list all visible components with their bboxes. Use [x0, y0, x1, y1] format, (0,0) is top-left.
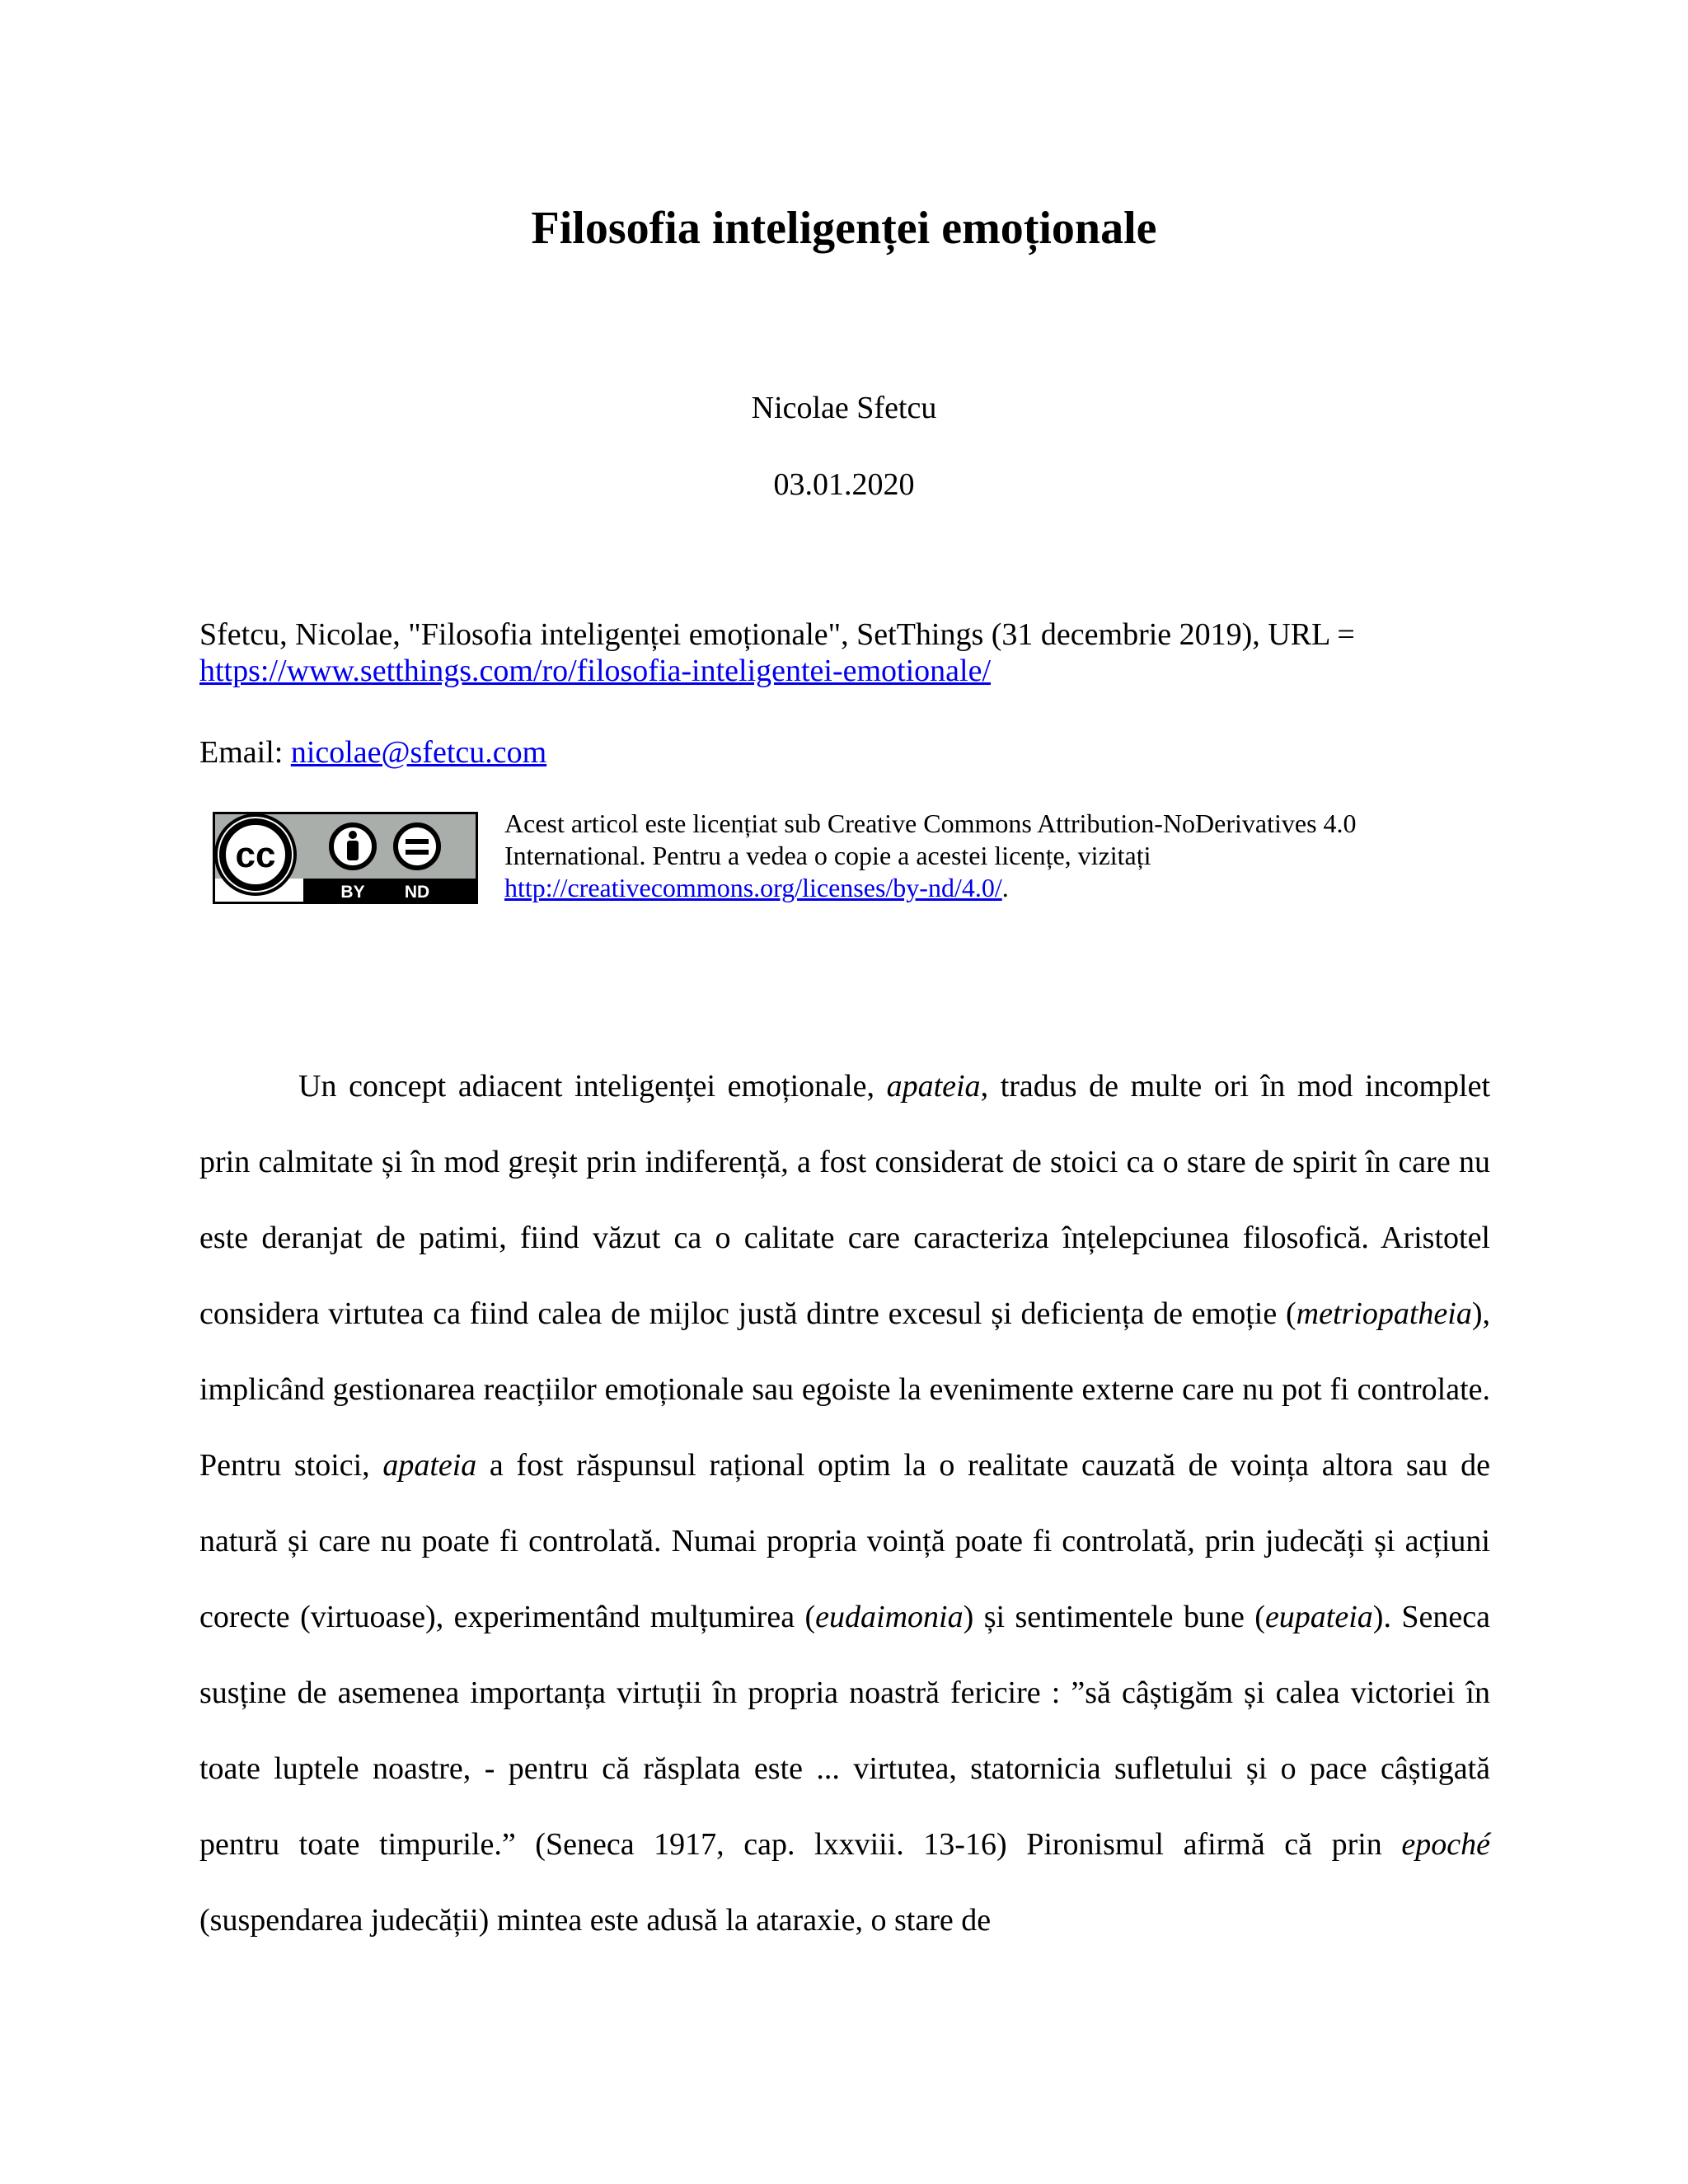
- cc-badge-nd-text: ND: [404, 883, 430, 902]
- cc-badge-by-text: BY: [340, 883, 365, 902]
- email-line: [199, 732, 1493, 773]
- document-date: 03.01.2020: [773, 467, 915, 502]
- license-notice: [504, 808, 1493, 904]
- text-run: ), implicând gestionarea reacțiilor emoționale sau egoiste la evenimente externe care nu pot fi controlate. Pentru stoici,: [199, 1296, 1490, 1483]
- text-run: Un concept adiacent inteligenței emoționale,: [298, 1069, 887, 1104]
- text-run: a fost răspunsul rațional optim la o realitate cauzată de voința altora sau de natură și care nu poate fi controlată. Numai propria voință poate fi controlată, prin judecăți și acțiuni corecte (virtuoase), experimentând mulțumirea (: [199, 1448, 1490, 1634]
- italic-term: apateia: [886, 1069, 981, 1104]
- cc-by-nd-license-badge[interactable]: [213, 812, 478, 904]
- text-run: (suspendarea judecății) mintea este adusă la ataraxie, o stare de: [199, 1903, 992, 1938]
- italic-term: metriopatheia: [1296, 1296, 1472, 1331]
- license-trailing: .: [1001, 873, 1009, 902]
- citation-block: [199, 616, 1493, 689]
- email-label: Email:: [199, 735, 284, 770]
- author-name: Nicolae Sfetcu: [751, 391, 937, 425]
- text-run: ) și sentimentele bune (: [963, 1600, 1265, 1634]
- cc-badge-cc-text: cc: [235, 835, 276, 875]
- citation-text: Sfetcu, Nicolae, "Filosofia inteligenței emoționale", SetThings (31 decembrie 2019), URL =: [199, 617, 1355, 652]
- document-title: Filosofia inteligenței emoționale: [531, 203, 1157, 254]
- italic-term: apateia: [382, 1448, 477, 1483]
- license-text: Acest articol este licențiat sub Creative Commons Attribution-NoDerivatives 4.0 International. Pentru a vedea o copie a acestei licențe, vizitați: [504, 808, 1357, 870]
- italic-term: eupateia: [1264, 1600, 1373, 1634]
- body-paragraph: [199, 1048, 1490, 1958]
- italic-term: epoché: [1401, 1827, 1490, 1862]
- email-link[interactable]: nicolae@sfetcu.com: [290, 735, 547, 770]
- body-text: [199, 1048, 1490, 1958]
- citation-link[interactable]: https://www.setthings.com/ro/filosofia-inteligentei-emotionale/: [199, 654, 992, 688]
- italic-term: eudaimonia: [815, 1600, 964, 1634]
- license-link[interactable]: http://creativecommons.org/licenses/by-nd/4.0/: [504, 873, 1002, 902]
- text-run: , tradus de multe ori în mod incomplet prin calmitate și în mod greșit prin indiferență, a fost considerat de stoici ca o stare de spirit în care nu este deranjat de patimi, fiind văzut ca o calitate care caracteriza înțelepciunea filosofică. Aristotel considera virtutea ca fiind calea de mijloc justă dintre excesul și deficiența de emoție (: [199, 1069, 1490, 1331]
- text-run: ). Seneca susține de asemenea importanța virtuții în propria noastră fericire : ”să câștigăm și calea victoriei în toate luptele noastre, - pentru că răsplata este ... virtutea, statornicia sufletului și o pace câștigată pentru toate timpurile.” (Seneca 1917, cap. lxxviii. 13-16) Pironismul afirmă că prin: [199, 1600, 1490, 1862]
